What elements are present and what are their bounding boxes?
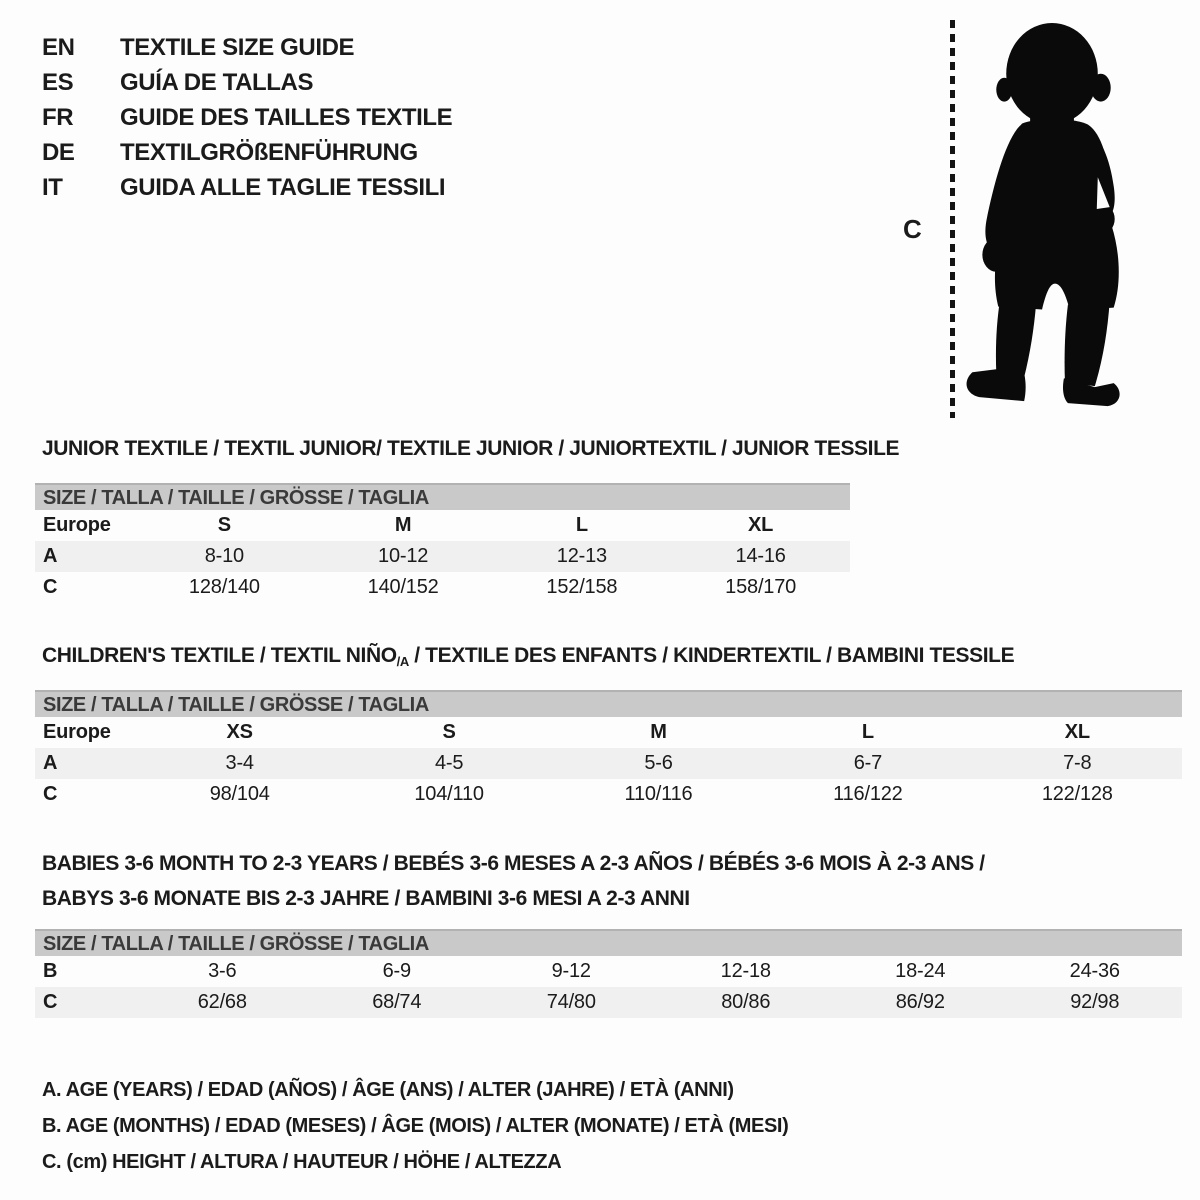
value-cell: 12-18 [720,960,771,982]
lang-code: IT [42,174,63,201]
value-cell: 3-4 [225,752,254,774]
lang-title: TEXTILE SIZE GUIDE [120,34,355,61]
size-cell: L [861,721,874,743]
value-cell: 110/116 [624,783,693,805]
value-cell: 86/92 [895,991,945,1013]
row-label: C [43,991,58,1013]
value-cell: 62/68 [197,991,247,1013]
babies-title-line1: BABIES 3-6 MONTH TO 2-3 YEARS / BEBÉS 3-6 MESES A 2-3 AÑOS / BÉBÉS 3-6 MOIS À 2-3 ANS / [42,852,985,875]
size-cell: S [442,721,456,743]
size-cell: XL [748,514,774,536]
table-row [35,572,850,603]
lang-title: GUIDA ALLE TAGLIE TESSILI [120,174,446,201]
table-row [35,717,1182,748]
value-cell: 92/98 [1070,991,1120,1013]
lang-row-it [42,170,452,205]
row-label: B [43,960,58,982]
value-cell: 7-8 [1063,752,1092,774]
children-title-post: / TEXTILE DES ENFANTS / KINDERTEXTIL / BAMBINI TESSILE [408,644,1015,667]
value-cell: 9-12 [551,960,591,982]
size-header-bar: SIZE / TALLA / TAILLE / GRÖSSE / TAGLIA [35,483,850,510]
value-cell: 122/128 [1041,783,1113,805]
value-cell: 116/122 [833,783,903,805]
row-label: C [43,576,58,598]
babies-size-table [35,929,1182,1018]
children-section-title [42,644,1014,669]
row-label: Europe [43,721,111,743]
lang-code: EN [42,34,75,61]
size-header-bar: SIZE / TALLA / TAILLE / GRÖSSE / TAGLIA [35,690,1182,717]
value-cell: 140/152 [367,576,439,598]
value-cell: 18-24 [895,960,946,982]
size-cell: M [650,721,667,743]
value-cell: 4-5 [434,752,464,774]
value-cell: 8-10 [204,545,244,567]
row-label: C [43,783,58,805]
table-row [35,956,1182,987]
legend-line-b: B. AGE (MONTHS) / EDAD (MESES) / ÂGE (MOIS) / ALTER (MONATE) / ETÀ (MESI) [42,1115,789,1137]
table-row [35,748,1182,779]
table-row [35,987,1182,1018]
value-cell: 128/140 [188,576,260,598]
lang-code: ES [42,69,74,96]
size-cell: XS [226,721,253,743]
measurement-legend [42,1072,788,1180]
value-cell: 3-6 [208,960,237,982]
children-title-pre: CHILDREN'S TEXTILE / TEXTIL NIÑO [42,644,397,667]
language-title-list [42,30,452,205]
lang-code: FR [42,104,74,131]
legend-line-c: C. (cm) HEIGHT / ALTURA / HAUTEUR / HÖHE / ALTEZZA [42,1151,562,1173]
children-size-table [35,690,1182,810]
value-cell: 14-16 [735,545,786,567]
value-cell: 12-13 [556,545,607,567]
size-cell: M [394,514,412,536]
lang-row-de [42,135,452,170]
value-cell: 104/110 [414,783,484,805]
size-header-bar: SIZE / TALLA / TAILLE / GRÖSSE / TAGLIA [35,929,1182,956]
table-row [35,779,1182,810]
value-cell: 152/158 [546,576,618,598]
lang-title: GUÍA DE TALLAS [120,69,314,96]
value-cell: 158/170 [725,576,797,598]
lang-title: TEXTILGRÖßENFÜHRUNG [120,139,418,166]
row-label: Europe [43,514,111,536]
row-label: A [43,752,58,774]
table-row [35,541,850,572]
lang-title: GUIDE DES TAILLES TEXTILE [120,104,453,131]
value-cell: 24-36 [1069,960,1120,982]
table-row [35,510,850,541]
value-cell: 5-6 [644,752,673,774]
value-cell: 10-12 [378,545,429,567]
height-measure-label: C [903,214,922,244]
size-cell: S [217,514,231,536]
height-measure-dashed-line [950,20,955,418]
babies-title-line2: BABYS 3-6 MONATE BIS 2-3 JAHRE / BAMBINI 3-6 MESI A 2-3 ANNI [42,887,690,910]
size-cell: L [575,514,588,536]
value-cell: 74/80 [546,991,596,1013]
junior-section-title: JUNIOR TEXTILE / TEXTIL JUNIOR/ TEXTILE JUNIOR / JUNIORTEXTIL / JUNIOR TESSILE [42,437,900,460]
value-cell: 98/104 [209,783,270,805]
babies-section-title [42,846,985,916]
legend-line-a: A. AGE (YEARS) / EDAD (AÑOS) / ÂGE (ANS) / ALTER (JAHRE) / ETÀ (ANNI) [42,1079,734,1101]
baby-silhouette-icon [960,22,1148,420]
value-cell: 68/74 [372,991,422,1013]
row-label: A [43,545,58,567]
children-title-subscript: /A [396,654,409,669]
value-cell: 6-7 [853,752,883,774]
lang-row-es [42,65,452,100]
size-cell: XL [1064,721,1090,743]
value-cell: 6-9 [382,960,411,982]
lang-row-fr [42,100,452,135]
junior-size-table [35,483,850,603]
value-cell: 80/86 [721,991,771,1013]
lang-row-en [42,30,452,65]
lang-code: DE [42,139,75,166]
